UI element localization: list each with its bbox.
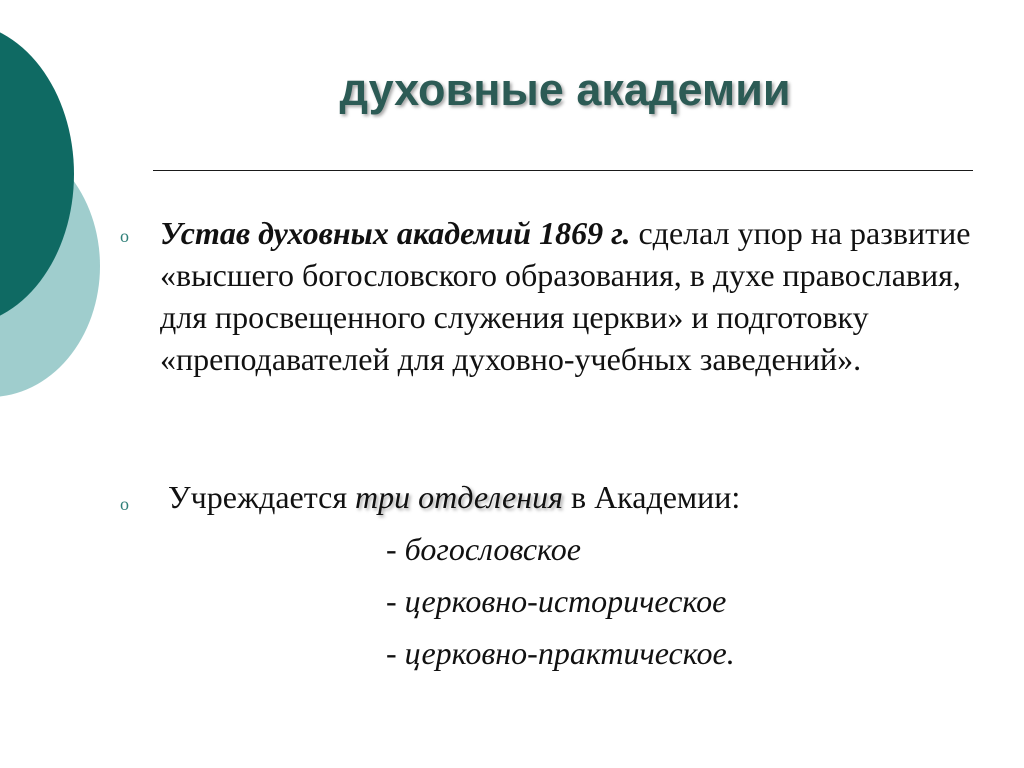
department-name: церковно-историческое	[404, 583, 727, 619]
departments-intro-before: Учреждается	[168, 479, 356, 515]
slide-title: духовные академии	[339, 64, 791, 115]
statute-title: Устав духовных академий 1869 г.	[160, 215, 631, 251]
bullet-paragraph-1	[160, 212, 980, 380]
bullet-paragraph-2	[168, 476, 988, 518]
department-name: богословское	[404, 531, 581, 567]
department-name: церковно-практическое.	[404, 635, 735, 671]
departments-emphasis: три отделения	[355, 479, 563, 515]
department-item-theological	[386, 528, 581, 570]
bullet-marker-1: o	[120, 226, 129, 246]
department-dash: -	[386, 583, 405, 619]
statute-description: сделал упор на развитие «высшего богословского образования, в духе православия, для просвещенного служения церкви» и подготовку «преподавателей для духовно-учебных заведений».	[160, 215, 971, 377]
title-divider	[153, 170, 973, 171]
department-item-church-practical	[386, 632, 735, 674]
bullet-marker-2: o	[120, 494, 129, 514]
department-dash: -	[386, 635, 405, 671]
department-dash: -	[386, 531, 405, 567]
department-item-church-historical	[386, 580, 726, 622]
departments-intro-after: в Академии:	[562, 479, 741, 515]
